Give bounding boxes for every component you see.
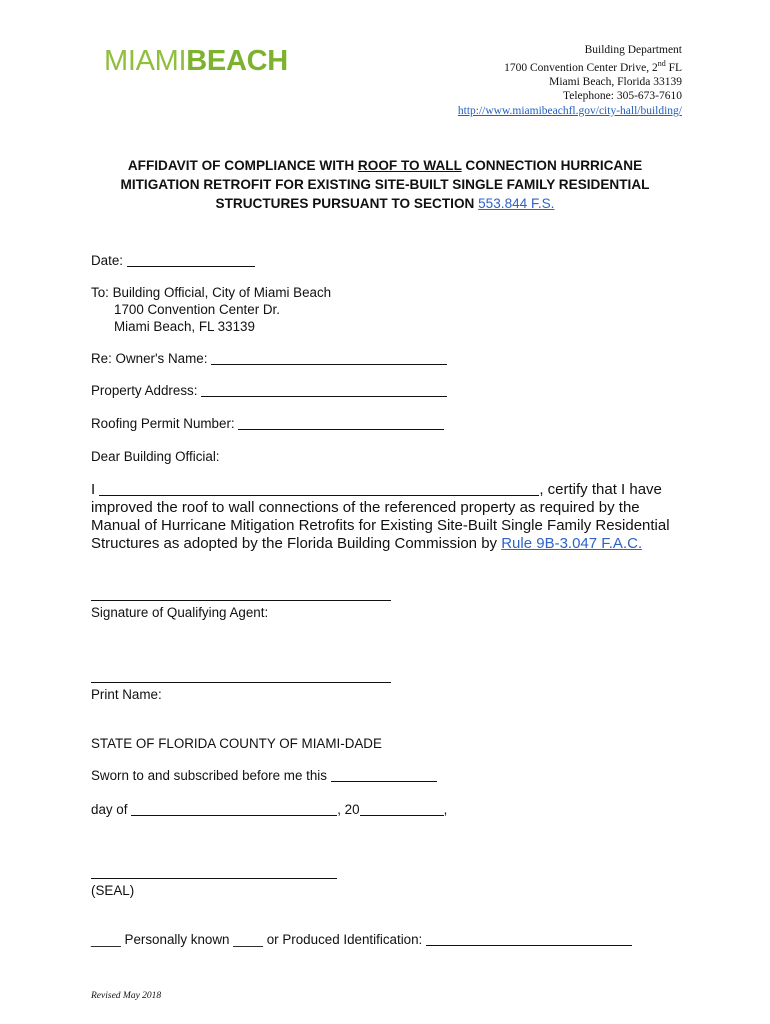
addressee-line-3: Miami Beach, FL 33139	[114, 319, 255, 334]
property-address-blank[interactable]	[201, 383, 447, 397]
owner-name-label: Re: Owner's Name:	[91, 351, 208, 366]
month-blank[interactable]	[131, 802, 337, 816]
sworn-date-blank[interactable]	[331, 768, 437, 782]
rule-link[interactable]: Rule 9B-3.047 F.A.C.	[501, 535, 643, 552]
department-address-block	[458, 43, 682, 118]
print-name-label: Print Name:	[91, 687, 162, 702]
certify-line: I , certify that I have	[91, 481, 662, 498]
print-name-blank[interactable]	[91, 682, 391, 683]
sworn-field	[91, 767, 437, 784]
sworn-label: Sworn to and subscribed before me this	[91, 768, 327, 783]
owner-name-blank[interactable]	[211, 351, 447, 365]
logo-text-beach: BEACH	[186, 45, 288, 77]
property-address-label: Property Address:	[91, 383, 198, 398]
department-name: Building Department	[584, 44, 682, 56]
salutation: Dear Building Official:	[91, 449, 220, 464]
produced-id-blank[interactable]: ____	[233, 932, 263, 947]
notary-signature-blank[interactable]	[91, 878, 337, 879]
department-website-link[interactable]: http://www.miamibeachfl.gov/city-hall/building/	[457, 104, 682, 117]
roofing-permit-field	[91, 415, 444, 432]
date-label: Date:	[91, 253, 124, 268]
signature-label: Signature of Qualifying Agent:	[91, 605, 269, 620]
owner-name-field	[91, 350, 447, 367]
certify-body-line-4: Structures as adopted by the Florida Building Commission by Rule 9B-3.047 F.A.C.	[91, 535, 643, 552]
signature-blank[interactable]	[91, 600, 391, 601]
roofing-permit-blank[interactable]	[238, 416, 444, 430]
logo-text-miami: MIAMI	[104, 45, 187, 77]
certifier-name-blank[interactable]	[99, 481, 539, 496]
year-blank[interactable]	[360, 802, 444, 816]
date-blank[interactable]	[127, 253, 255, 267]
seal-label: (SEAL)	[91, 883, 135, 898]
department-phone: Telephone: 305-673-7610	[563, 90, 682, 103]
identification-type-blank[interactable]	[426, 932, 632, 946]
identification-line: ____ Personally known ____ or Produced Identification:	[91, 931, 632, 948]
roofing-permit-label: Roofing Permit Number:	[91, 416, 235, 431]
property-address-field	[91, 382, 447, 399]
revision-footer: Revised May 2018	[91, 991, 162, 1001]
date-field	[91, 252, 255, 269]
addressee-line-1: To: Building Official, City of Miami Beach	[91, 285, 332, 300]
department-city: Miami Beach, Florida 33139	[549, 76, 682, 89]
day-of-field: day of , 20 ,	[91, 802, 448, 817]
department-address: 1700 Convention Center Drive, 2nd FL	[504, 59, 682, 75]
certify-body-line-3: Manual of Hurricane Mitigation Retrofits for Existing Site-Built Single Family Residential	[91, 517, 670, 534]
state-county-heading: STATE OF FLORIDA COUNTY OF MIAMI-DADE	[91, 736, 382, 751]
certify-body-line-2: improved the roof to wall connections of the referenced property as required by the	[91, 499, 640, 516]
document-title: AFFIDAVIT OF COMPLIANCE WITH ROOF TO WALL CONNECTION HURRICANE MITIGATION RETROFIT FOR EXISTING SITE-BUILT SINGLE FAMILY RESIDENTIAL STRUCTURES PURSUANT TO SECTION 553.844 F.S.	[120, 158, 650, 211]
personally-known-blank[interactable]: ____	[91, 932, 121, 947]
addressee-line-2: 1700 Convention Center Dr.	[114, 302, 280, 317]
statute-link[interactable]: 553.844 F.S.	[478, 196, 555, 211]
day-of-label: day of	[91, 802, 128, 817]
miami-beach-logo	[104, 44, 288, 78]
